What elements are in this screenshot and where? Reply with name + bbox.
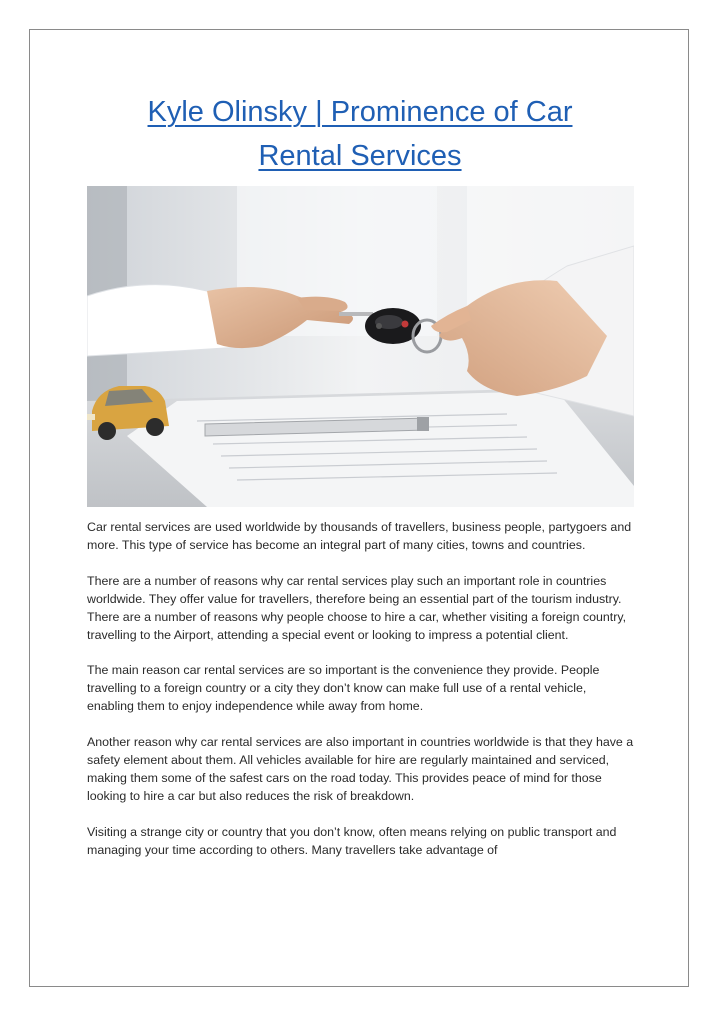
article-body	[87, 519, 635, 878]
paragraph-5: Visiting a strange city or country that you don’t know, often means relying on public transport and managing your time according to others. Many travellers take advantage of	[87, 824, 617, 857]
document-page	[29, 29, 689, 987]
paragraph-2: There are a number of reasons why car rental services play such an important role in countries worldwide. They offer value for travellers, therefore being an essential part of the tourism industry. There are a number of reasons why people choose to hire a car, whether visiting a foreign country, travelling to the Airport, attending a special event or looking to impress a potential client.	[87, 573, 627, 642]
car-key-handover-image	[87, 186, 634, 507]
document-title[interactable]	[88, 90, 632, 178]
paragraph-1: Car rental services are used worldwide by thousands of travellers, business people, partygoers and more. This type of service has become an integral part of many cities, towns and countries.	[87, 520, 632, 552]
paragraph-4: Another reason why car rental services are also important in countries worldwide is that they have a safety element about them. All vehicles available for hire are regularly maintained and serviced, making them some of the safest cars on the road today. This provides peace of mind for those looking to hire a car but also reduces the risk of breakdown.	[87, 735, 634, 803]
title-line-2[interactable]: Rental Services	[258, 140, 462, 172]
title-line-1[interactable]: Kyle Olinsky | Prominence of Car	[147, 96, 573, 128]
paragraph-3: The main reason car rental services are so important is the convenience they provide. People travelling to a foreign country or a city they don’t know can make full use of a rental vehicle, enabling them to enjoy independence while away from home.	[87, 663, 600, 714]
